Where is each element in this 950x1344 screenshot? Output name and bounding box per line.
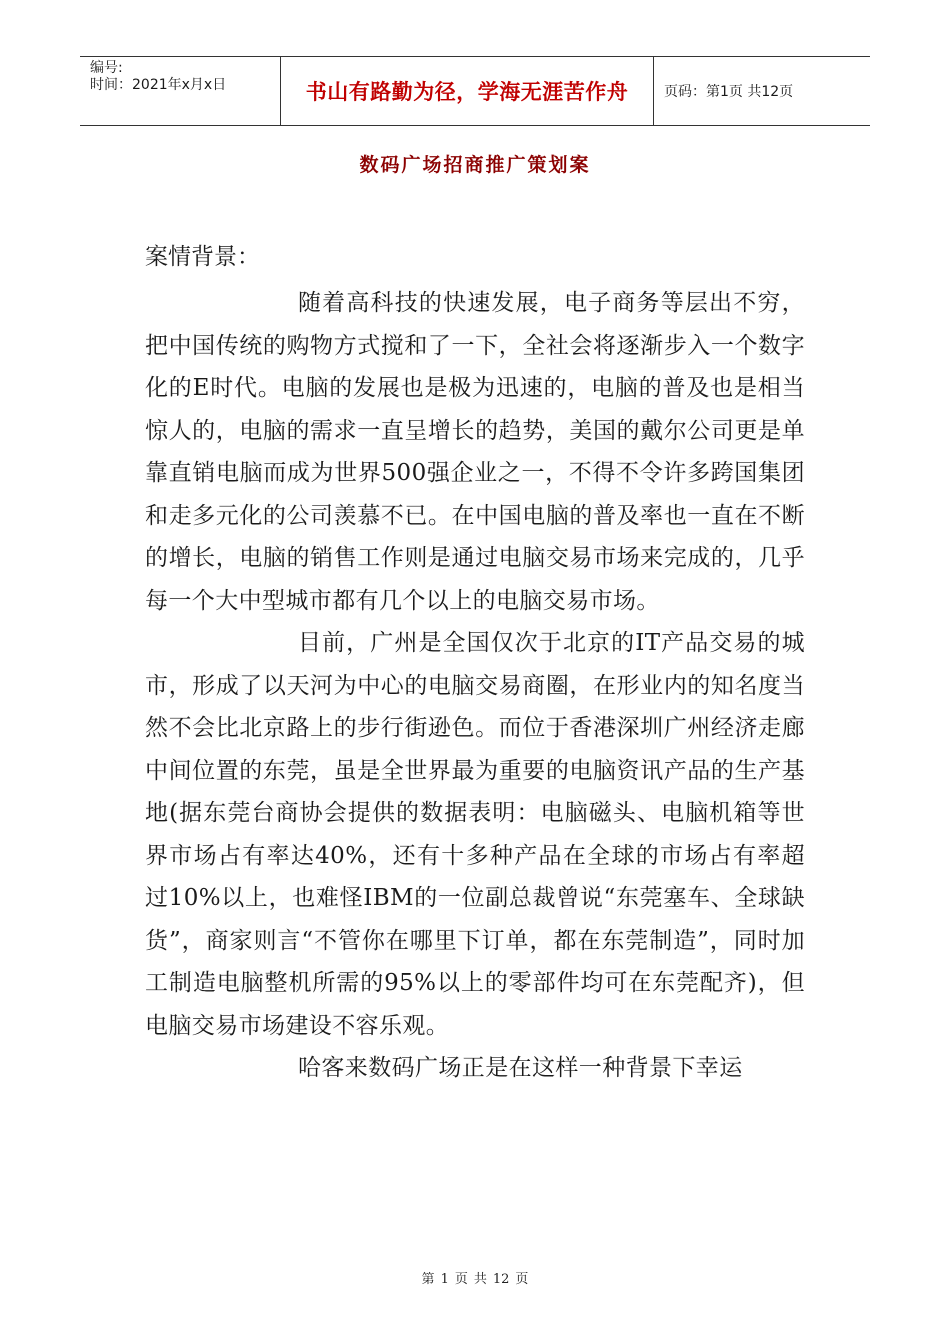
footer-gong: 共 bbox=[473, 1272, 487, 1287]
footer-ye2: 页 bbox=[515, 1272, 529, 1287]
document-header-table bbox=[80, 56, 870, 126]
document-title: 数码广场招商推广策划案 bbox=[359, 154, 591, 176]
document-time-label: 时间：2021年x月x日 bbox=[90, 77, 227, 93]
paragraph-1: 随着高科技的快速发展，电子商务等层出不穷，把中国传统的购物方式搅和了一下，全社会将逐渐步入一个数字化的E时代。电脑的发展也是极为迅速的，电脑的普及也是相当惊人的，电脑的需求一直呈增长的趋势，美国的戴尔公司更是单靠直销电脑而成为世界500强企业之一，不得不令许多跨国集团和走多元化的公司羡慕不已。在中国电脑的普及率也一直在不断的增长，电脑的销售工作则是通过电脑交易市场来完成的，几乎每一个大中型城市都有几个以上的电脑交易市场。 bbox=[145, 290, 805, 614]
header-motto: 书山有路勤为径，学海无涯苦作舟 bbox=[281, 57, 654, 125]
footer-di: 第 bbox=[421, 1272, 435, 1287]
page-footer bbox=[0, 1268, 950, 1287]
footer-page-number: 1 bbox=[440, 1272, 449, 1287]
footer-total-pages: 12 bbox=[492, 1272, 510, 1287]
section-heading: 案情背景： bbox=[145, 244, 260, 270]
document-body bbox=[145, 282, 805, 1090]
header-meta-cell bbox=[80, 57, 281, 125]
footer-ye: 页 bbox=[454, 1272, 468, 1287]
header-page-info: 页码：第1页 共12页 bbox=[664, 84, 794, 100]
paragraph-2: 目前，广州是全国仅次于北京的IT产品交易的城市，形成了以天河为中心的电脑交易商圈，在形业内的知名度当然不会比北京路上的步行街逊色。而位于香港深圳广州经济走廊中间位置的东莞，虽是全世界最为重要的电脑资讯产品的生产基地(据东莞台商协会提供的数据表明：电脑磁头、电脑机箱等世界市场占有率达40%，还有十多种产品在全球的市场占有率超过10%以上，也难怪IBM的一位副总裁曾说“东莞塞车、全球缺货”，商家则言“不管你在哪里下订单，都在东莞制造”，同时加工制造电脑整机所需的95%以上的零部件均可在东莞配齐)，但电脑交易市场建设不容乐观。 bbox=[145, 630, 805, 1039]
document-number-label: 编号: bbox=[90, 60, 123, 76]
paragraph-3: 哈客来数码广场正是在这样一种背景下幸运 bbox=[298, 1055, 743, 1081]
